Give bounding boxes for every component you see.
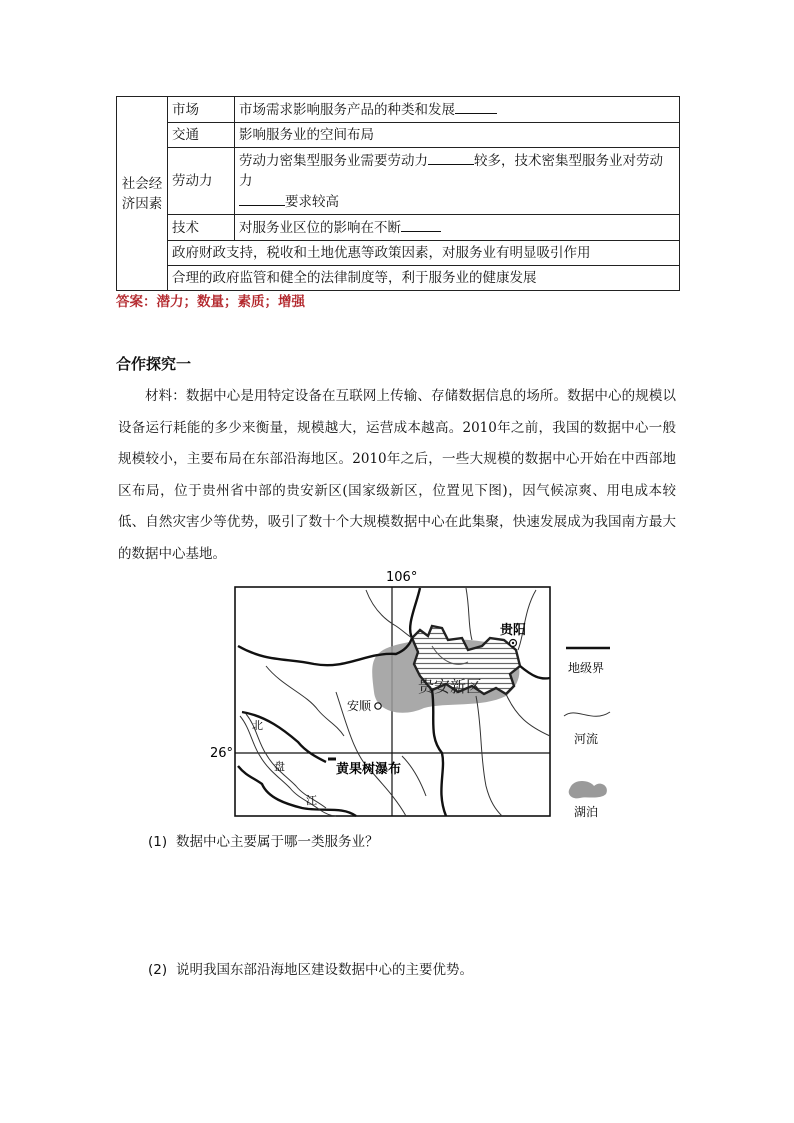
row-text-labor-c: 要求较高 <box>285 194 339 210</box>
river-line <box>506 694 550 736</box>
answer-blank <box>239 191 285 206</box>
anshun-marker <box>375 703 381 709</box>
row-text-market-body: 市场需求影响服务产品的种类和发展 <box>239 102 455 118</box>
guian-label: 贵安新区 <box>418 677 483 696</box>
question-2 <box>148 958 473 978</box>
factor-table <box>116 96 680 291</box>
row-text-labor <box>235 148 680 215</box>
river-line <box>518 590 536 650</box>
row-text-tech <box>235 215 680 241</box>
row-key-market: 市场 <box>168 97 235 123</box>
row-text-labor-b: 较多，技术密集型服务业对劳动力 <box>239 153 663 189</box>
question-number: (1) <box>148 834 168 850</box>
question-text: 说明我国东部沿海地区建设数据中心的主要优势。 <box>176 962 473 978</box>
guiyang-marker-dot <box>512 642 514 644</box>
row-text-transport: 影响服务业的空间布局 <box>235 123 680 148</box>
river-line <box>402 756 426 796</box>
map-svg <box>206 566 626 820</box>
question-text: 数据中心主要属于哪一类服务业？ <box>176 834 379 850</box>
row-key-tech: 技术 <box>168 215 235 241</box>
answer-line: 答案：潜力；数量；素质；增强 <box>116 294 305 310</box>
guiyang-label: 贵阳 <box>500 623 527 638</box>
river-line <box>366 590 412 638</box>
river-line <box>466 588 472 640</box>
legend-lake-label: 湖泊 <box>574 805 599 819</box>
row-text-tech-body: 对服务业区位的影响在不断 <box>239 220 401 236</box>
row-text-labor-a: 劳动力密集型服务业需要劳动力 <box>239 153 428 169</box>
answer-blank <box>455 99 497 114</box>
legend-river-label: 河流 <box>574 732 599 746</box>
lat-label: 26° <box>210 746 234 761</box>
answer-blank <box>401 217 441 232</box>
boundary-line <box>520 666 550 679</box>
legend-lake-symbol <box>569 781 607 798</box>
question-number: (2) <box>148 962 168 978</box>
waterfall-label: 黄果树瀑布 <box>336 762 402 777</box>
lon-label: 106° <box>386 570 418 585</box>
question-1 <box>148 830 379 850</box>
section-title: 合作探究一 <box>116 355 192 373</box>
group-label <box>117 97 168 291</box>
anshun-label: 安顺 <box>347 699 372 713</box>
river-char: 北 <box>252 719 263 732</box>
row-text-market <box>235 97 680 123</box>
map-figure <box>206 566 626 820</box>
row-policy: 政府财政支持，税收和土地优惠等政策因素，对服务业有明显吸引作用 <box>168 241 680 266</box>
river-line <box>476 696 502 816</box>
row-law: 合理的政府监管和健全的法律制度等，利于服务业的健康发展 <box>168 266 680 291</box>
material-paragraph: 材料：数据中心是用特定设备在互联网上传输、存储数据信息的场所。数据中心的规模以设备运行耗能的多少来衡量，规模越大，运营成本越高。2010年之前，我国的数据中心一般规模较小，主要布局在东部沿海地区。2010年之后，一些大规模的数据中心开始在中西部地区布局，位于贵州省中部的贵安新区(国家级新区，位置见下图)，因气候凉爽、用电成本较低、自然灾害少等优势，吸引了数十个大规模数据中心在此集聚，快速发展成为我国南方最大的数据中心基地。 <box>118 388 676 562</box>
legend-boundary-label: 地级界 <box>568 661 605 675</box>
group-label-text: 社会经济因素 <box>121 175 163 212</box>
answer-blank <box>428 150 474 165</box>
river-char: 江 <box>306 794 317 807</box>
river-char: 盘 <box>274 760 285 773</box>
row-key-labor: 劳动力 <box>168 148 235 215</box>
legend-river-symbol <box>564 712 610 716</box>
row-key-transport: 交通 <box>168 123 235 148</box>
